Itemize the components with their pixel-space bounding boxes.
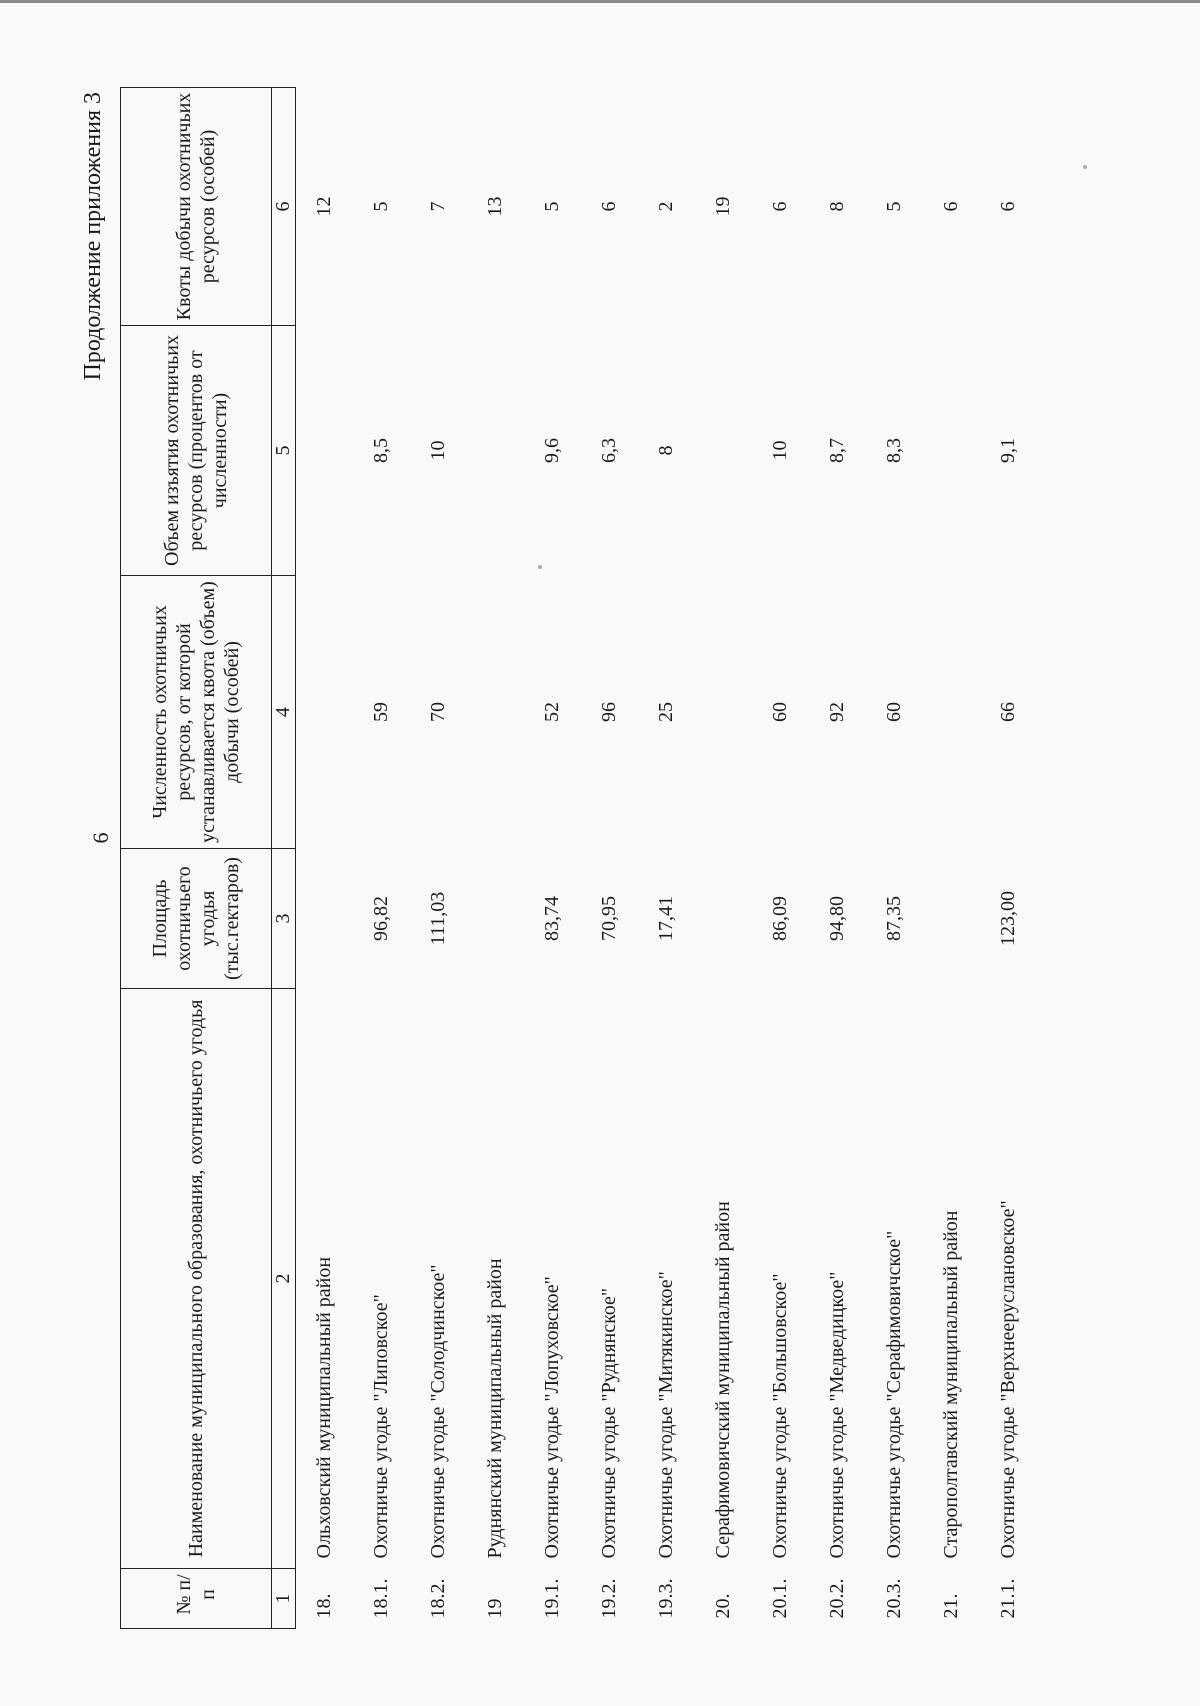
- column-number: 1: [272, 1569, 296, 1629]
- column-number: 6: [272, 88, 296, 326]
- page-number: 6: [88, 832, 113, 844]
- row-count: 70: [427, 702, 449, 722]
- row-area: 70,95: [598, 896, 620, 941]
- column-number-row: [272, 88, 296, 1629]
- table-row: [923, 88, 980, 1629]
- row-area: 123,00: [997, 891, 1019, 946]
- table-row: [638, 88, 695, 1629]
- row-number: 19.1.: [541, 1578, 563, 1619]
- row-percent: [695, 326, 752, 576]
- row-percent: 8,5: [370, 438, 392, 463]
- row-count: [695, 576, 752, 849]
- row-quota: 7: [427, 201, 449, 212]
- column-number: 5: [272, 326, 296, 576]
- table-row: [524, 88, 581, 1629]
- row-quota: 6: [769, 201, 791, 212]
- row-percent: 6,3: [598, 438, 620, 463]
- row-name: Охотничье угодье "Верхнееруслановское": [997, 1200, 1019, 1559]
- row-percent: [467, 326, 524, 576]
- row-name: Охотничье угодье "Большовское": [769, 1273, 791, 1559]
- table-row: [752, 88, 809, 1629]
- table-row: [866, 88, 923, 1629]
- row-quota: 13: [484, 196, 506, 217]
- row-percent: [296, 326, 354, 576]
- row-area: [695, 849, 752, 989]
- continuation-label: Продолжение приложения 3: [80, 92, 106, 381]
- row-count: 92: [826, 702, 848, 722]
- row-name: Охотничье угодье "Руднянское": [598, 1287, 620, 1559]
- row-percent: [923, 326, 980, 576]
- row-number: 20.: [712, 1593, 734, 1619]
- header-name: Наименование муниципального образования, охотничьего угодья: [121, 989, 272, 1569]
- row-area: [467, 849, 524, 989]
- row-percent: 8: [655, 445, 677, 456]
- row-number: 21.1.: [997, 1578, 1019, 1619]
- row-name: Старополтавский муниципальный район: [940, 1210, 962, 1559]
- row-quota: 5: [883, 201, 905, 212]
- column-number: 4: [272, 576, 296, 849]
- row-area: 87,35: [883, 896, 905, 941]
- table-header-row: [121, 88, 272, 1629]
- row-percent: 10: [427, 440, 449, 461]
- row-count: 96: [598, 702, 620, 722]
- table-row: [581, 88, 638, 1629]
- row-name: Охотничье угодье "Медведицкое": [826, 1271, 848, 1559]
- header-count: Численность охотничьих ресурсов, от которой устанавливается квота (объем) добычи (особей): [121, 576, 272, 849]
- row-number: 18.1.: [370, 1578, 392, 1619]
- row-number: 21.: [940, 1593, 962, 1619]
- header-area: Площадь охотничьего угодья (тыс.гектаров): [121, 849, 272, 989]
- table-row: [809, 88, 866, 1629]
- row-count: [923, 576, 980, 849]
- row-area: 83,74: [541, 896, 563, 941]
- row-quota: 6: [940, 201, 962, 212]
- row-name: Охотничье угодье "Серафимовичское": [883, 1230, 905, 1559]
- row-number: 18.2.: [427, 1578, 449, 1619]
- row-area: 17,41: [655, 896, 677, 941]
- table-row: [980, 88, 1037, 1629]
- row-number: 18.: [313, 1593, 335, 1619]
- row-name: Охотничье угодье "Лопуховское": [541, 1276, 563, 1559]
- header-number: № п/п: [121, 1569, 272, 1629]
- row-name: Ольховский муниципальный район: [313, 1256, 335, 1559]
- row-quota: 5: [370, 201, 392, 212]
- row-count: 66: [997, 702, 1019, 722]
- row-count: 59: [370, 702, 392, 722]
- column-number: 2: [272, 989, 296, 1569]
- row-percent: 9,6: [541, 438, 563, 463]
- row-quota: 2: [655, 201, 677, 212]
- row-count: 52: [541, 702, 563, 722]
- row-area: 94,80: [826, 896, 848, 941]
- row-quota: 6: [997, 201, 1019, 212]
- row-count: [296, 576, 354, 849]
- row-area: 96,82: [370, 896, 392, 941]
- header-percent: Объем изъятия охотничьих ресурсов (процентов от численности): [121, 326, 272, 576]
- row-count: [467, 576, 524, 849]
- quota-table: [120, 87, 1037, 1629]
- row-area: 111,03: [427, 891, 449, 946]
- table-row: [353, 88, 410, 1629]
- row-number: 19.2.: [598, 1578, 620, 1619]
- row-number: 20.2.: [826, 1578, 848, 1619]
- row-number: 19: [484, 1598, 506, 1619]
- row-percent: 10: [769, 440, 791, 461]
- row-name: Руднянский муниципальный район: [484, 1258, 506, 1559]
- row-area: [296, 849, 354, 989]
- row-quota: 6: [598, 201, 620, 212]
- row-count: 25: [655, 702, 677, 722]
- row-percent: 9,1: [997, 438, 1019, 463]
- row-name: Охотничье угодье "Солодчинское": [427, 1264, 449, 1559]
- row-number: 20.1.: [769, 1578, 791, 1619]
- column-number: 3: [272, 849, 296, 989]
- table-row: [410, 88, 467, 1629]
- row-number: 19.3.: [655, 1578, 677, 1619]
- row-name: Охотничье угодье "Липовское": [370, 1294, 392, 1559]
- row-name: Охотничье угодье "Митякинское": [655, 1271, 677, 1559]
- row-area: 86,09: [769, 896, 791, 941]
- row-count: 60: [769, 702, 791, 722]
- row-area: [923, 849, 980, 989]
- table-row: [296, 88, 354, 1629]
- table-row: [467, 88, 524, 1629]
- row-quota: 5: [541, 201, 563, 212]
- header-quota: Квоты добычи охотничьих ресурсов (особей): [121, 88, 272, 326]
- row-quota: 8: [826, 201, 848, 212]
- row-quota: 12: [313, 196, 335, 217]
- row-count: 60: [883, 702, 905, 722]
- row-name: Серафимовичский муниципальный район: [712, 1201, 734, 1559]
- row-quota: 19: [712, 196, 734, 217]
- row-percent: 8,7: [826, 438, 848, 463]
- row-number: 20.3.: [883, 1578, 905, 1619]
- table-row: [695, 88, 752, 1629]
- row-percent: 8,3: [883, 438, 905, 463]
